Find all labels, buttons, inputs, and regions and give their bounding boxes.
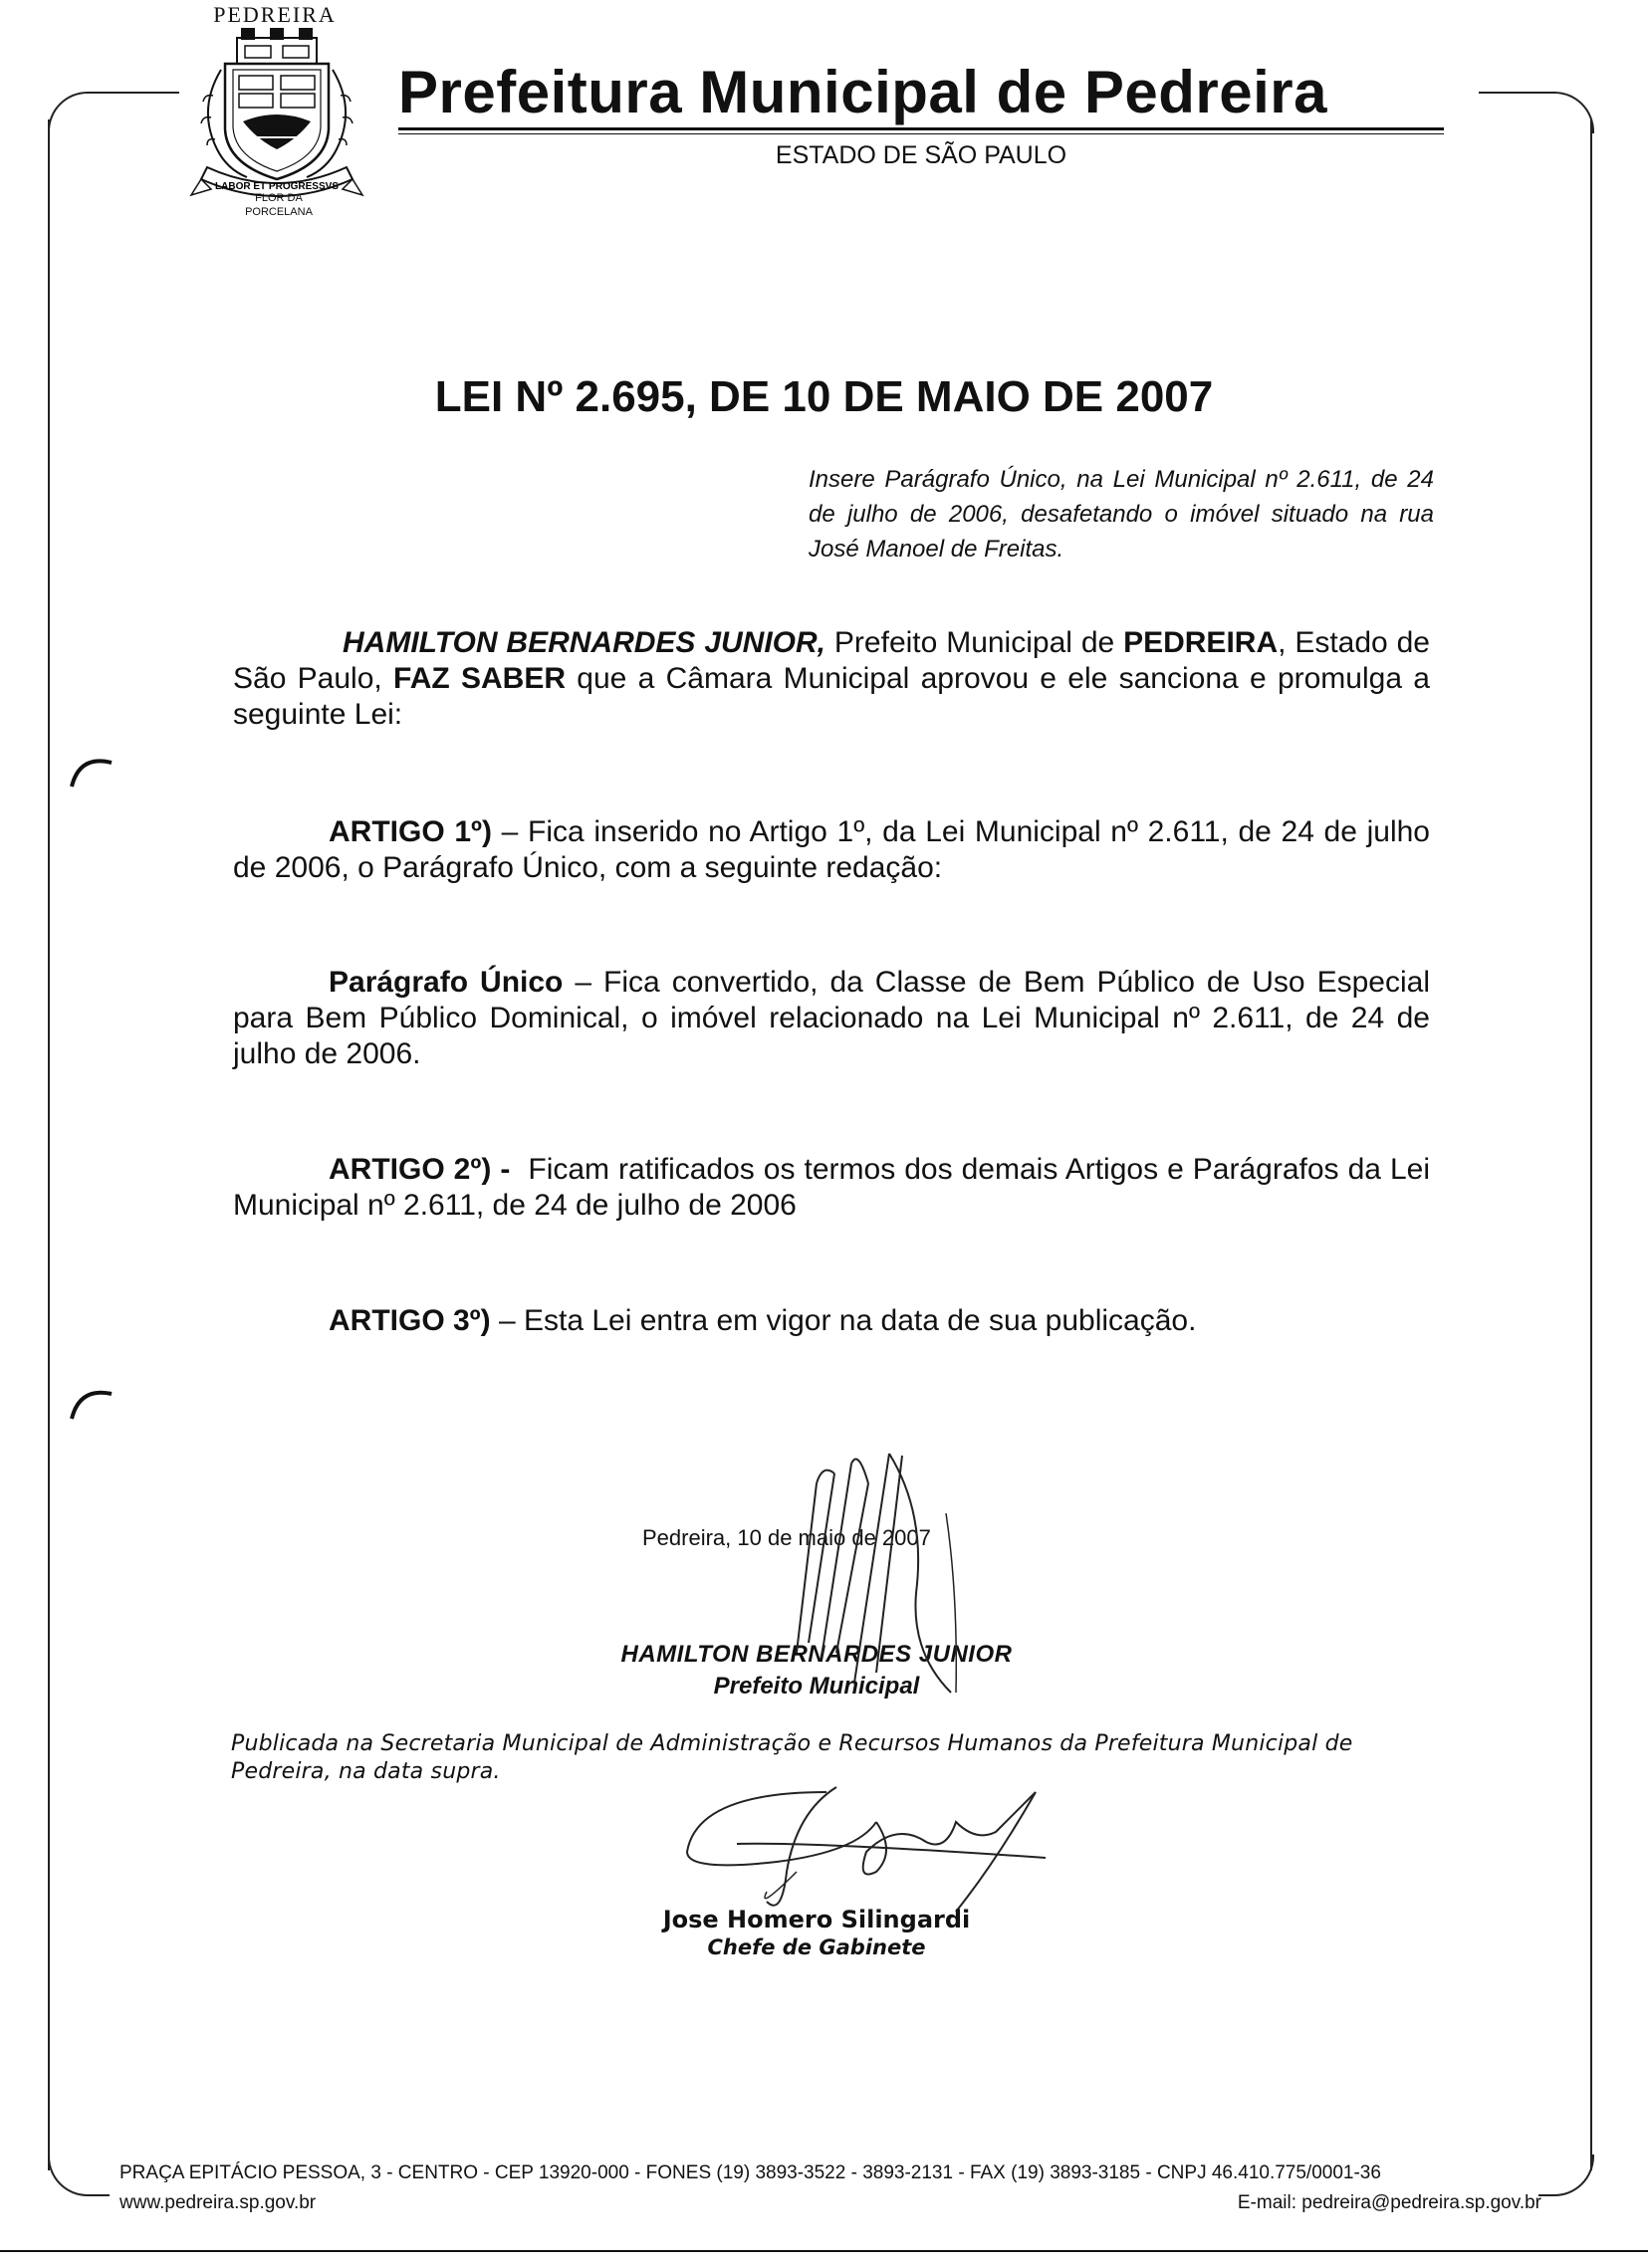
faz-saber: FAZ SABER	[393, 662, 566, 695]
footer-email-link[interactable]: E-mail: pedreira@pedreira.sp.gov.br	[1237, 2192, 1541, 2213]
signatory-role: Prefeito Municipal	[713, 1673, 920, 1700]
law-ementa: Insere Parágrafo Único, na Lei Municipal nº 2.611, de 24 de julho de 2006, desafetando o imóvel situado na rua José Manoel de Freitas.	[809, 466, 1434, 563]
preamble-paragraph	[233, 625, 1430, 733]
article-label: ARTIGO 3º)	[329, 1304, 491, 1337]
mayor-name: HAMILTON BERNARDES JUNIOR,	[343, 626, 826, 659]
crest-town-name: PEDREIRA	[213, 2, 337, 27]
footer-website-link[interactable]: www.pedreira.sp.gov.br	[119, 2192, 317, 2213]
article-text: – Esta Lei entra em vigor na data de sua publicação.	[490, 1304, 1197, 1337]
crest-motto: LABOR ET PROGRESSVS	[215, 181, 339, 192]
signatory-name: Jose Homero Silingardi	[662, 1906, 971, 1933]
bottom-rule	[0, 2250, 1648, 2252]
date-line: Pedreira, 10 de maio de 2007	[642, 1525, 931, 1550]
page-frame-right	[1590, 119, 1592, 2170]
page-frame-corner	[48, 92, 179, 133]
preamble-text: que a Câmara Municipal aprovou e ele sanciona e promulga a seguinte Lei:	[233, 662, 1430, 731]
header-rule	[398, 127, 1444, 130]
signatory-name: HAMILTON BERNARDES JUNIOR	[620, 1641, 1013, 1668]
preamble-text: Prefeito Municipal de	[825, 626, 1124, 659]
crest-caption	[224, 191, 334, 219]
page-frame-corner	[48, 2155, 110, 2196]
page-frame-corner	[1538, 2155, 1594, 2196]
header-state: ESTADO DE SÃO PAULO	[775, 141, 1067, 169]
article-label: ARTIGO 2º) -	[329, 1153, 511, 1186]
sole-paragraph	[233, 965, 1430, 1072]
law-title: LEI Nº 2.695, DE 10 DE MAIO DE 2007	[434, 372, 1214, 421]
article-2	[233, 1152, 1439, 1224]
article-label: ARTIGO 1º)	[329, 815, 492, 848]
city-name: PEDREIRA	[1123, 626, 1279, 659]
preamble-text: , Estado de São Paulo,	[233, 626, 1430, 695]
crest-caption-line: PORCELANA	[245, 206, 313, 218]
publication-note: Publicada na Secretaria Municipal de Administração e Recursos Humanos da Prefeitura Municipal de Pedreira, na data supra.	[231, 1731, 1353, 1784]
paragraph-text: – Fica convertido, da Classe de Bem Público de Uso Especial para Bem Público Dominical, o imóvel relacionado na Lei Municipal nº 2.611, de 24 de julho de 2006.	[233, 966, 1431, 1070]
page-frame-corner	[1479, 92, 1594, 133]
paragraph-label: Parágrafo Único	[329, 966, 564, 999]
header-rule	[398, 133, 1444, 134]
signatory-role: Chefe de Gabinete	[707, 1935, 926, 1959]
article-text: Ficam ratificados os termos dos demais Artigos e Parágrafos da Lei Municipal nº 2.611, de 24 de julho de 2006	[233, 1153, 1439, 1222]
header-title: Prefeitura Municipal de Pedreira	[398, 59, 1327, 125]
article-3	[233, 1303, 1430, 1339]
article-1	[233, 814, 1430, 886]
footer-address: PRAÇA EPITÁCIO PESSOA, 3 - CENTRO - CEP 13920-000 - FONES (19) 3893-3522 - 3893-2131 - FAX (19) 3893-3185 - CNPJ 46.410.775/0001-36	[119, 2162, 1381, 2183]
article-text: – Fica inserido no Artigo 1º, da Lei Municipal nº 2.611, de 24 de julho de 2006, o Parágrafo Único, com a seguinte redação:	[233, 815, 1430, 884]
crest-caption-line: FLOR DA	[255, 192, 303, 204]
page-frame-left	[48, 119, 50, 2170]
